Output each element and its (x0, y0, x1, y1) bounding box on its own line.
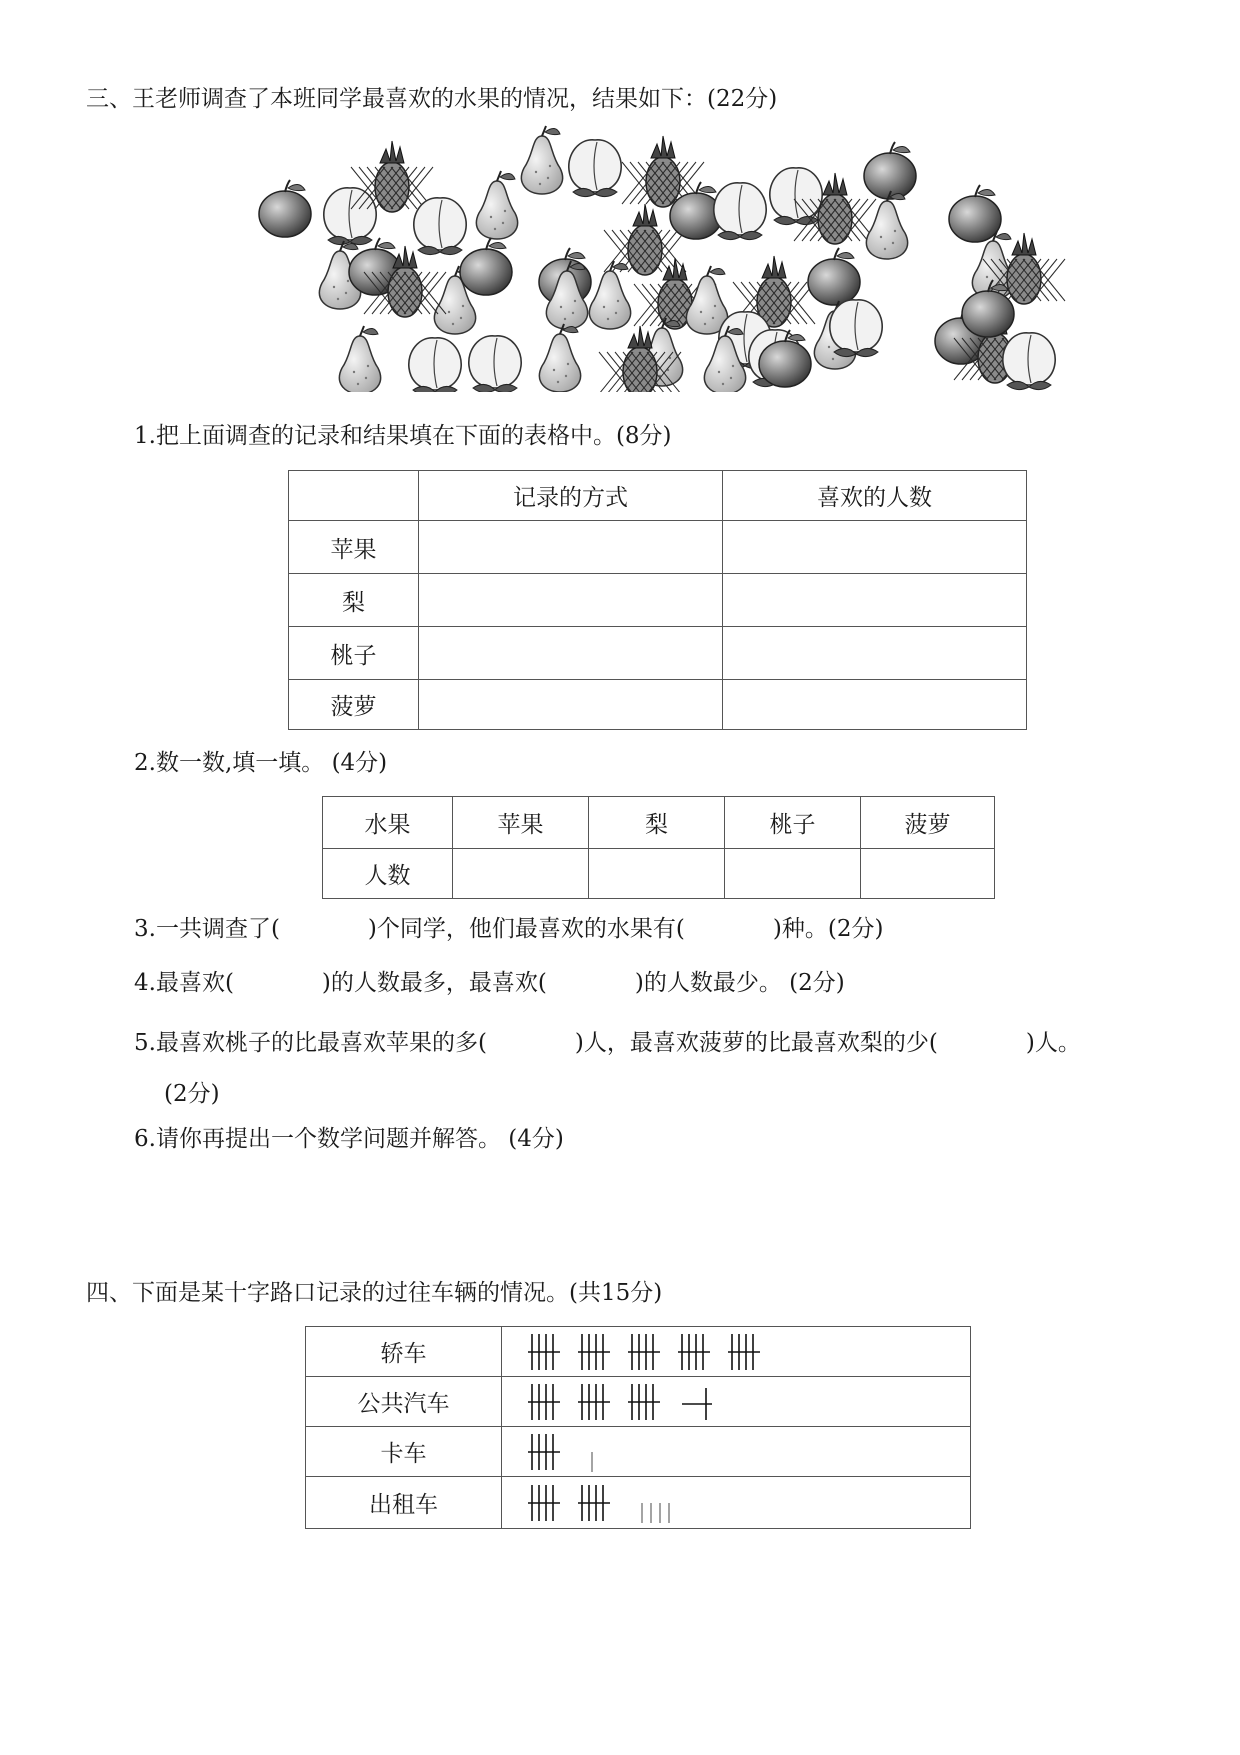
record-count-header: 喜欢的人数 (723, 471, 1027, 521)
q5-prompt: 5.最喜欢桃子的比最喜欢苹果的多( )人，最喜欢菠萝的比最喜欢梨的少( )人。 (134, 1030, 1081, 1056)
fruit-name-pear: 梨 (589, 797, 725, 849)
count-table-header (323, 797, 995, 849)
fruit-illustration (250, 122, 1070, 392)
table-row (306, 1377, 971, 1427)
q3-prompt: 3.一共调查了( )个同学，他们最喜欢的水果有( )种。(2分) (134, 916, 884, 942)
peach-icon (469, 336, 521, 392)
section3-heading: 三、王老师调查了本班同学最喜欢的水果的情况，结果如下：(22分) (86, 86, 778, 112)
section4-heading: 四、下面是某十字路口记录的过往车辆的情况。(共15分) (86, 1280, 663, 1306)
apple-icon (962, 280, 1014, 337)
q6-prompt: 6.请你再提出一个数学问题并解答。 (4分) (134, 1126, 564, 1152)
count-cell-apple[interactable] (453, 849, 589, 899)
record-table (288, 470, 1027, 730)
vehicle-name: 出租车 (306, 1477, 502, 1529)
tally-group (728, 1334, 760, 1370)
vehicle-tally-table (305, 1326, 971, 1529)
apple-icon (808, 248, 860, 305)
tally-marks (524, 1430, 944, 1474)
q6-answer-area[interactable] (134, 1165, 1034, 1265)
tally-group (628, 1334, 660, 1370)
peach-icon (414, 198, 466, 255)
table-row (323, 849, 995, 899)
table-row (289, 680, 1027, 730)
record-table-header (289, 471, 1027, 521)
q4-prompt: 4.最喜欢( )的人数最多，最喜欢( )的人数最少。 (2分) (134, 970, 845, 996)
tally-group (682, 1388, 712, 1420)
fruit-label-pear: 梨 (289, 574, 419, 627)
tally-marks (524, 1481, 944, 1525)
apple-icon (949, 185, 1001, 242)
table-row (306, 1427, 971, 1477)
pear-icon (521, 126, 562, 194)
record-count-cell[interactable] (723, 627, 1027, 680)
q5-score: (2分) (164, 1081, 220, 1107)
record-method-cell[interactable] (419, 521, 723, 574)
pear-icon (476, 171, 517, 239)
count-cell-peach[interactable] (725, 849, 861, 899)
fruit-name-pineapple: 菠萝 (861, 797, 995, 849)
tally-group (528, 1485, 560, 1521)
tally-group (578, 1334, 610, 1370)
peach-icon (1003, 333, 1055, 390)
tally-group (628, 1384, 660, 1420)
record-count-cell[interactable] (723, 680, 1027, 730)
count-table (322, 796, 995, 899)
tally-group (528, 1434, 560, 1470)
q1-prompt: 1.把上面调查的记录和结果填在下面的表格中。(8分) (134, 423, 672, 449)
record-count-cell[interactable] (723, 574, 1027, 627)
peach-icon (324, 188, 376, 245)
table-row (289, 521, 1027, 574)
vehicle-name: 公共汽车 (306, 1377, 502, 1427)
pear-icon (339, 326, 380, 392)
record-method-cell[interactable] (419, 680, 723, 730)
pear-icon (866, 191, 907, 259)
record-count-cell[interactable] (723, 521, 1027, 574)
peach-icon (409, 338, 461, 392)
vehicle-name: 轿车 (306, 1327, 502, 1377)
apple-icon (864, 142, 916, 199)
q2-prompt: 2.数一数,填一填。 (4分) (134, 750, 388, 776)
tally-cell (502, 1327, 971, 1377)
table-row (306, 1477, 971, 1529)
tally-marks (524, 1330, 944, 1374)
tally-group (642, 1503, 669, 1523)
tally-group (528, 1334, 560, 1370)
tally-cell (502, 1377, 971, 1427)
pear-icon (686, 266, 727, 334)
table-row (289, 627, 1027, 680)
tally-group (578, 1384, 610, 1420)
tally-group (578, 1485, 610, 1521)
table-row (289, 574, 1027, 627)
pear-icon (539, 324, 580, 392)
tally-group (678, 1334, 710, 1370)
apple-icon (460, 238, 512, 295)
peach-icon (569, 140, 621, 197)
fruit-label-peach: 桃子 (289, 627, 419, 680)
apple-icon (259, 180, 311, 237)
fruit-label-apple: 苹果 (289, 521, 419, 574)
vehicle-name: 卡车 (306, 1427, 502, 1477)
tally-marks (524, 1380, 944, 1424)
record-table-corner (289, 471, 419, 521)
pear-icon (589, 261, 630, 329)
tally-group (528, 1384, 560, 1420)
tally-cell (502, 1427, 971, 1477)
peach-icon (714, 183, 766, 240)
record-method-cell[interactable] (419, 627, 723, 680)
fruit-label-pineapple: 菠萝 (289, 680, 419, 730)
table-row (306, 1327, 971, 1377)
fruit-header: 水果 (323, 797, 453, 849)
fruit-name-apple: 苹果 (453, 797, 589, 849)
fruit-name-peach: 桃子 (725, 797, 861, 849)
record-method-header: 记录的方式 (419, 471, 723, 521)
count-cell-pear[interactable] (589, 849, 725, 899)
count-cell-pineapple[interactable] (861, 849, 995, 899)
people-count-label: 人数 (323, 849, 453, 899)
tally-cell (502, 1477, 971, 1529)
record-method-cell[interactable] (419, 574, 723, 627)
